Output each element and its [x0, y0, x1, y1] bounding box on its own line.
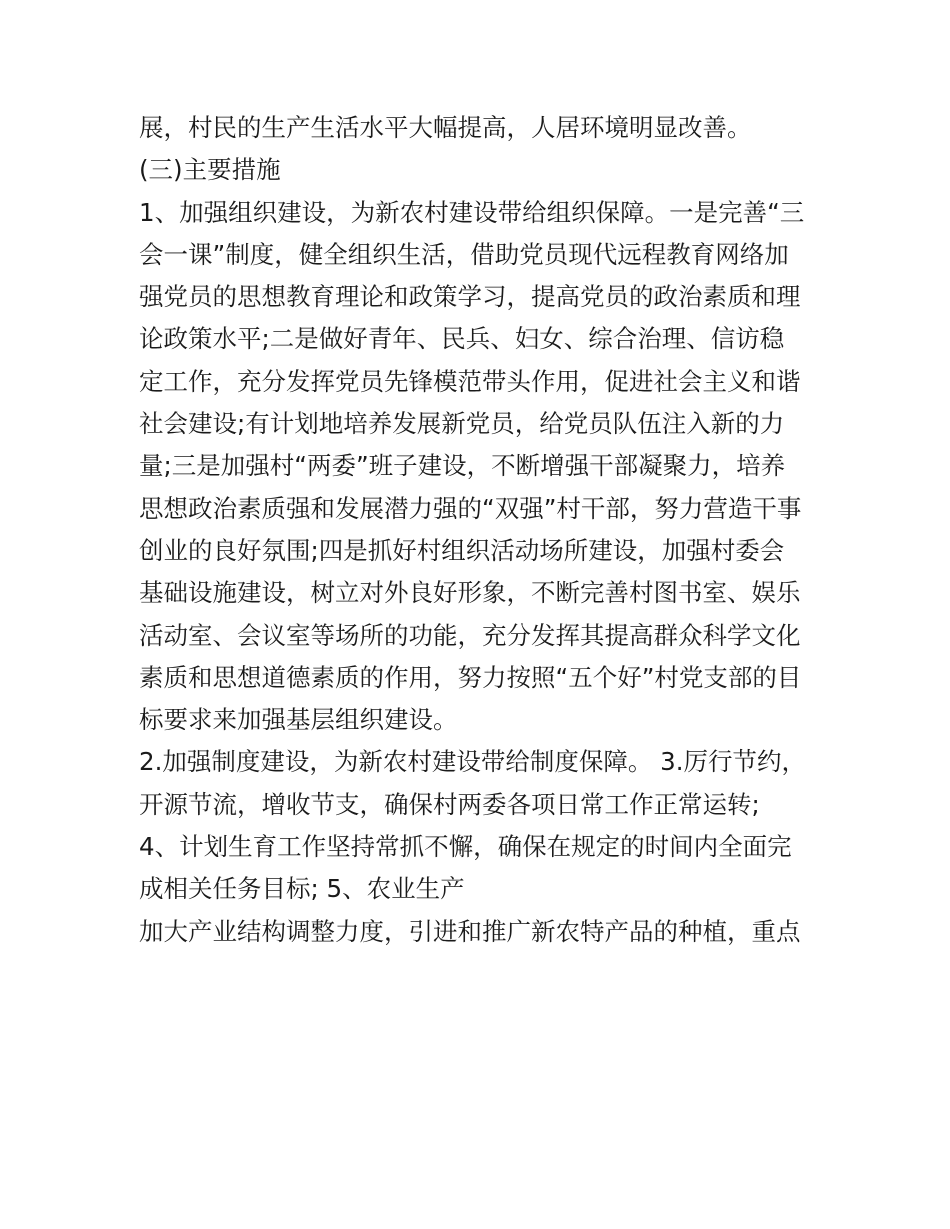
section-heading: (三)主要措施 — [139, 155, 281, 185]
text-line-7: 定工作，充分发挥党员先锋模范带头作用，促进社会主义和谐 — [139, 366, 801, 396]
text-line-10: 思想政治素质强和发展潜力强的“双强”村干部，努力营造干事 — [139, 493, 802, 523]
text-line-14: 素质和思想道德素质的作用，努力按照“五个好”村党支部的目 — [139, 662, 802, 692]
text-line-4: 会一课”制度，健全组织生活，借助党员现代远程教育网络加 — [139, 239, 789, 269]
text-line-12: 基础设施建设，树立对外良好形象，不断完善村图书室、娱乐 — [139, 578, 801, 608]
text-line-13: 活动室、会议室等场所的功能，充分发挥其提高群众科学文化 — [139, 620, 801, 650]
text-line-8: 社会建设;有计划地培养发展新党员，给党员队伍注入新的力 — [139, 409, 785, 439]
text-line-9: 量;三是加强村“两委”班子建设，不断增强干部凝聚力，培养 — [139, 451, 786, 481]
text-line-19: 成相关任务目标; 5、农业生产 — [139, 874, 465, 904]
text-line-18: 4、计划生育工作坚持常抓不懈，确保在规定的时间内全面完 — [139, 832, 792, 862]
text-line-5: 强党员的思想教育理论和政策学习，提高党员的政治素质和理 — [139, 282, 801, 312]
text-line-6: 论政策水平;二是做好青年、民兵、妇女、综合治理、信访稳 — [139, 324, 785, 354]
text-line-15: 标要求来加强基层组织建设。 — [139, 705, 458, 735]
document-body — [139, 107, 819, 953]
text-line-16: 2.加强制度建设，为新农村建设带给制度保障。 3.厉行节约， — [139, 747, 807, 777]
text-line-11: 创业的良好氛围;四是抓好村组织活动场所建设，加强村委会 — [139, 535, 785, 565]
text-line-17: 开源节流，增收节支，确保村两委各项日常工作正常运转; — [139, 789, 760, 819]
text-line-20: 加大产业结构调整力度，引进和推广新农特产品的种植，重点 — [139, 916, 801, 946]
text-line-1: 展，村民的生产生活水平大幅提高，人居环境明显改善。 — [139, 113, 752, 142]
text-line-3: 1、加强组织建设，为新农村建设带给组织保障。一是完善“三 — [139, 197, 805, 227]
